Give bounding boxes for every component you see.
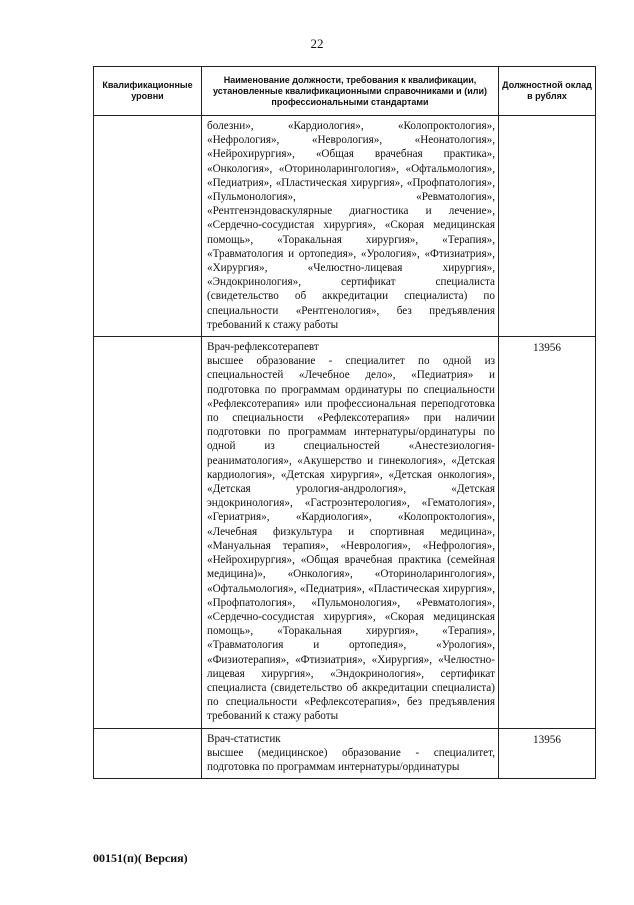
level-cell	[94, 116, 202, 337]
salary-value: 13956	[499, 728, 596, 779]
header-qualification-levels: Квалификационные уровни	[94, 67, 202, 116]
position-title: Врач-статистик	[207, 732, 281, 745]
continuation-text: болезни», «Кардиология», «Колопроктология», «Нефрология», «Неврология», «Неонатология», «Нейрохирургия», «Общая врачебная практика», «Онкология», «Оториноларингология», «Офтальмология», «Педиатрия», «Пластическая хирургия», «Профпатология», «Пульмонология», «Ревматология», «Рентгенэндоваскулярные диагностика и лечение», «Сердечно-сосудистая хирургия», «Скорая медицинская помощь», «Торакальная хирургия», «Терапия», «Травматология и ортопедия», «Урология», «Фтизиатрия», «Хирургия», «Челюстно-лицевая хирургия», «Эндокринология», сертификат специалиста (свидетельство об аккредитации специалиста) по специальности «Рентгенология», без предъявления требований к стажу работы	[202, 116, 499, 337]
position-title: Врач-рефлексотерапевт	[207, 341, 319, 354]
table-row	[94, 116, 596, 337]
position-requirements: высшее образование - специалитет по одной из специальностей «Лечебное дело», «Педиатрия» и подготовка по программам ординатуры по специальности «Рефлексотерапия» или профессиональная переподготовка по специальности «Рефлексотерапия» при наличии подготовки по программам интернатуры/ординатуры по одной из специальностей «Анестезиология-реаниматология», «Акушерство и гинекология», «Детская кардиология», «Детская хирургия», «Детская онкология», «Детская урология-андрология», «Детская эндокринология», «Гастроэнтерология», «Гематология», «Гериатрия», «Кардиология», «Колопроктология», «Лечебная физкультура и спортивная медицина», «Мануальная терапия», «Неврология», «Нефрология», «Нейрохирургия», «Общая врачебная практика (семейная медицина)», «Онкология», «Оториноларингология», «Офтальмология», «Педиатрия», «Пластическая хирургия», «Профпатология», «Пульмонология», «Ревматология», «Сердечно-сосудистая хирургия», «Скорая медицинская помощь», «Торакальная хирургия», «Терапия», «Травматология и ортопедия», «Урология», «Физиотерапия», «Фтизиатрия», «Хирургия», «Челюстно-лицевая хирургия», «Эндокринология», сертификат специалиста (свидетельство об аккредитации специалиста) по специальности «Рефлексотерапия», без предъявления требований к стажу работы	[207, 355, 495, 723]
header-position-requirements: Наименование должности, требования к квалификации, установленные квалификационными справочниками и (или) профессиональными стандартами	[202, 67, 499, 116]
position-cell	[202, 728, 499, 779]
table-row	[94, 337, 596, 728]
level-cell	[94, 337, 202, 728]
table-header-row	[94, 67, 596, 116]
position-requirements: высшее (медицинское) образование - специалитет, подготовка по программам интернатуры/ординатуры	[207, 746, 495, 773]
page-number: 22	[310, 36, 324, 51]
salary-value: 13956	[499, 337, 596, 728]
document-code: 00151(п)( Версия)	[93, 851, 188, 865]
level-cell	[94, 728, 202, 779]
position-cell	[202, 337, 499, 728]
table-row	[94, 728, 596, 779]
salary-cell	[499, 116, 596, 337]
qualification-table	[93, 66, 596, 779]
header-salary: Должностной оклад в рублях	[499, 67, 596, 116]
